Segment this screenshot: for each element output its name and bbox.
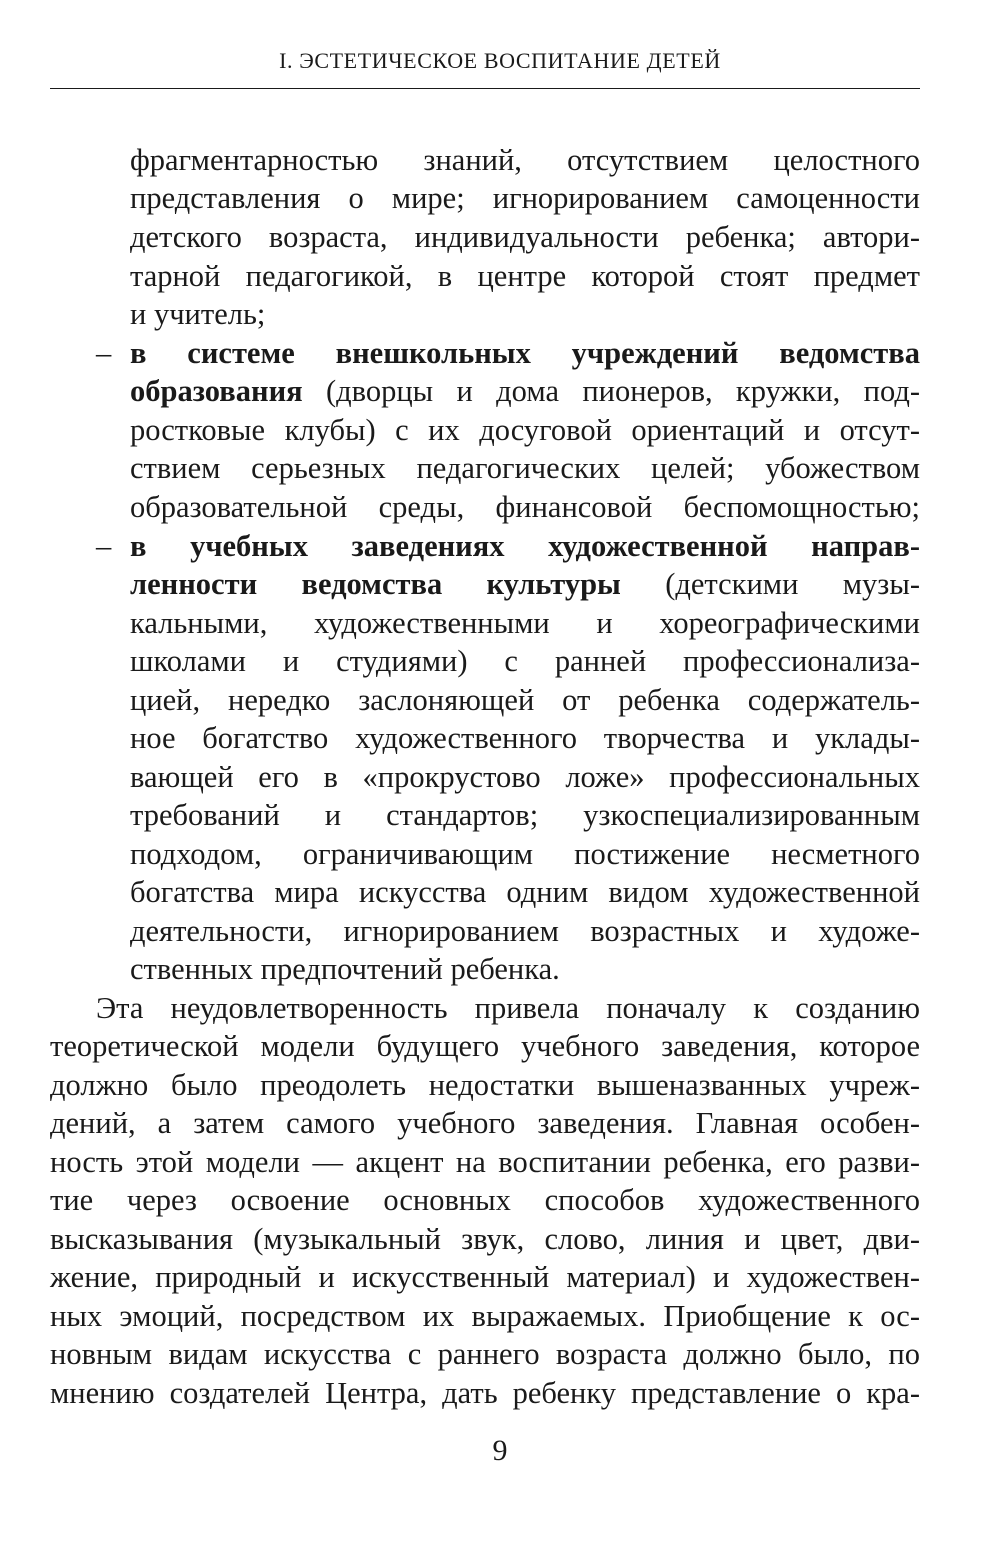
line-text: (детскими музы- [620,567,920,601]
list-dash: – [96,336,112,370]
text-line: кальными, художественными и хореографическими [130,606,920,640]
text-line: новным видам искусства с раннего возраста должно было, по [50,1337,920,1371]
text-line: подходом, ограничивающим постижение несметного [130,837,920,871]
text-line: должно было преодолеть недостатки вышеназванных учреж- [50,1068,920,1102]
text-line: богатства мира искусства одним видом художественной [130,875,920,909]
header-rule [50,88,920,89]
text-line: школами и студиями) с ранней профессионализа- [130,644,920,678]
text-line: детского возраста, индивидуальности ребенка; автори- [130,220,920,254]
text-line [130,334,920,372]
text-line: образовательной среды, финансовой беспомощностью; [130,490,920,524]
running-head: I. ЭСТЕТИЧЕСКОЕ ВОСПИТАНИЕ ДЕТЕЙ [279,48,721,73]
text-line: ных эмоций, посредством их выражаемых. Приобщение к ос- [50,1299,920,1333]
text-line [130,565,920,603]
text-line: дений, а затем самого учебного заведения. Главная особен- [50,1106,920,1140]
text-line: жение, природный и искусственный материал) и художествен- [50,1260,920,1294]
text-line: ростковые клубы) с их досуговой ориентаций и отсут- [130,413,920,447]
list-dash: – [96,529,112,563]
bold-term: ленности ведомства культуры [130,567,621,601]
text-line: вающей его в «прокрустово ложе» профессиональных [130,760,920,794]
text-line: ность этой модели — акцент на воспитании ребенка, его разви- [50,1145,920,1179]
text-line: Эта неудовлетворенность привела поначалу к созданию [96,991,920,1025]
text-line: тие через освоение основных способов художественного [50,1183,920,1217]
line-text: (дворцы и дома пионеров, кружки, под- [302,374,920,408]
text-line: высказывания (музыкальный звук, слово, линия и цвет, дви- [50,1222,920,1256]
text-line: требований и стандартов; узкоспециализированным [130,798,920,832]
page-number: 9 [492,1434,508,1467]
text-line: деятельности, игнорированием возрастных и художе- [130,914,920,948]
text-line [130,527,920,565]
text-line: и учитель; [130,297,266,331]
text-line: ствием серьезных педагогических целей; убожеством [130,451,920,485]
text-line: тарной педагогикой, в центре которой стоят предмет [130,259,920,293]
text-line: фрагментарностью знаний, отсутствием целостного [130,143,920,177]
bold-term: в учебных заведениях художественной направ- [130,529,920,563]
bold-term: образования [130,374,303,408]
bold-term: в системе внешкольных учреждений ведомства [130,336,920,370]
text-line: ное богатство художественного творчества и уклады- [130,721,920,755]
text-line: цией, нередко заслоняющей от ребенка содержатель- [130,683,920,717]
text-line [130,372,920,410]
text-line: теоретической модели будущего учебного заведения, которое [50,1029,920,1063]
text-line: представления о мире; игнорированием самоценности [130,181,920,215]
text-line: мнению создателей Центра, дать ребенку представление о кра- [50,1376,920,1410]
text-line: ственных предпочтений ребенка. [130,952,560,986]
